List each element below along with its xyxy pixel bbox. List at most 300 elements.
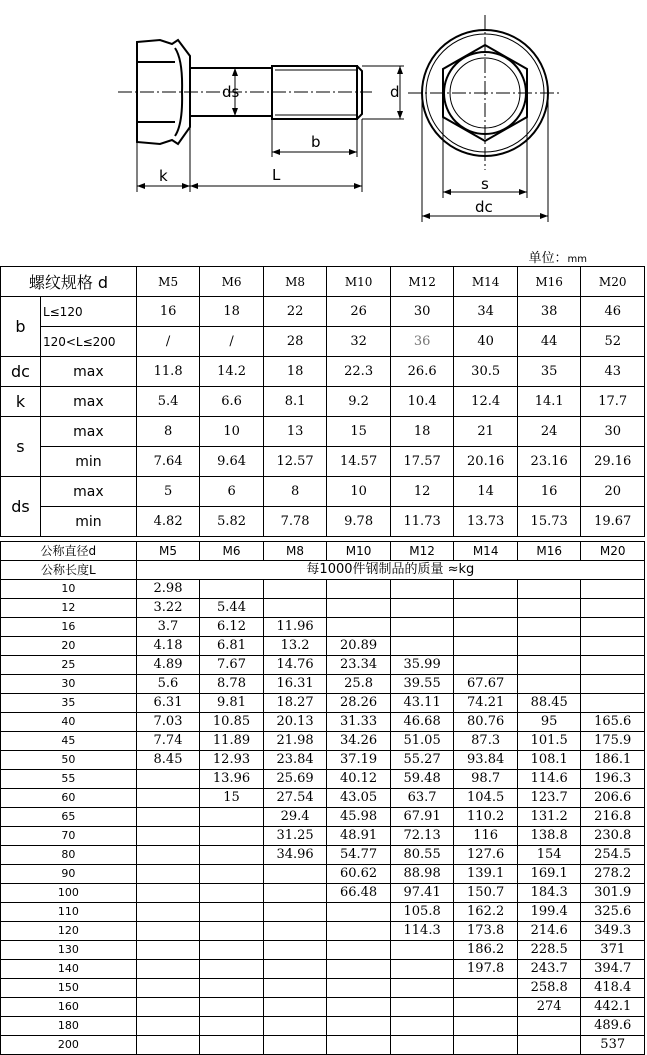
- mass-cell: 40.12: [327, 770, 391, 789]
- mass-cell: [200, 922, 264, 941]
- mass-cell: [581, 599, 645, 618]
- mass-cell: 139.1: [454, 865, 518, 884]
- mass-cell: [263, 1017, 327, 1036]
- length-cell: 100: [1, 884, 137, 903]
- length-cell: 30: [1, 675, 137, 694]
- mass-cell: 108.1: [517, 751, 581, 770]
- mass-cell: 97.41: [390, 884, 454, 903]
- b-value: /: [200, 327, 263, 357]
- mass-row: [1, 884, 645, 903]
- mass-cell: [200, 941, 264, 960]
- mass-header-row: [1, 542, 645, 561]
- mass-cell: 254.5: [581, 846, 645, 865]
- mass-cell: 2.98: [136, 580, 200, 599]
- mass-cell: [263, 884, 327, 903]
- mass-cell: [263, 998, 327, 1017]
- length-cell: 70: [1, 827, 137, 846]
- ds-value: 11.73: [390, 507, 454, 537]
- ds-value: 10: [327, 477, 391, 507]
- mass-cell: 8.45: [136, 751, 200, 770]
- dim-label-s: s: [481, 175, 489, 193]
- mass-cell: 59.48: [390, 770, 454, 789]
- mass-cell: [136, 979, 200, 998]
- mass-cell: 63.7: [390, 789, 454, 808]
- mass-cell: 418.4: [581, 979, 645, 998]
- mass-caption-row: [1, 561, 645, 580]
- mass-cell: [200, 827, 264, 846]
- length-cell: 120: [1, 922, 137, 941]
- mass-cell: [263, 599, 327, 618]
- ds-value: 6: [200, 477, 263, 507]
- mass-cell: [327, 1017, 391, 1036]
- mass-cell: [390, 960, 454, 979]
- mass-cell: 199.4: [517, 903, 581, 922]
- mass-cell: 7.03: [136, 713, 200, 732]
- s-sub-label: max: [40, 417, 136, 447]
- mass-cell: 93.84: [454, 751, 518, 770]
- mass-cell: 28.26: [327, 694, 391, 713]
- mass-row: [1, 846, 645, 865]
- mass-cell: 11.96: [263, 618, 327, 637]
- dc-value: 43: [581, 357, 645, 387]
- length-cell: 60: [1, 789, 137, 808]
- mass-cell: 31.25: [263, 827, 327, 846]
- mass-cell: [390, 1017, 454, 1036]
- mass-cell: [136, 884, 200, 903]
- dim-label-d: d: [390, 83, 400, 101]
- dim-label-b: b: [311, 133, 321, 151]
- mass-cell: 186.2: [454, 941, 518, 960]
- mass-cell: [327, 979, 391, 998]
- mass-cell: [517, 580, 581, 599]
- mass-cell: [517, 618, 581, 637]
- mass-cell: 371: [581, 941, 645, 960]
- mass-cell: [390, 998, 454, 1017]
- k-value: 6.6: [200, 387, 263, 417]
- s-value: 7.64: [136, 447, 199, 477]
- b-value: 44: [517, 327, 581, 357]
- size-header: M12: [390, 542, 454, 561]
- ds-value: 4.82: [136, 507, 199, 537]
- mass-cell: 394.7: [581, 960, 645, 979]
- mass-cell: 88.45: [517, 694, 581, 713]
- mass-row: [1, 694, 645, 713]
- mass-cell: [517, 637, 581, 656]
- mass-cell: [200, 580, 264, 599]
- ds-value: 19.67: [581, 507, 645, 537]
- mass-cell: [136, 922, 200, 941]
- mass-cell: [517, 1036, 581, 1055]
- mass-cell: 127.6: [454, 846, 518, 865]
- mass-cell: 13.2: [263, 637, 327, 656]
- size-header: M10: [327, 542, 391, 561]
- size-header: M14: [454, 542, 518, 561]
- s-value: 15: [327, 417, 391, 447]
- b-value: /: [136, 327, 199, 357]
- mass-cell: 325.6: [581, 903, 645, 922]
- size-header: M5: [136, 267, 199, 297]
- mass-row: [1, 960, 645, 979]
- s-value: 13: [263, 417, 327, 447]
- mass-cell: 46.68: [390, 713, 454, 732]
- dc-value: 11.8: [136, 357, 199, 387]
- mass-cell: 60.62: [327, 865, 391, 884]
- mass-cell: 196.3: [581, 770, 645, 789]
- mass-cell: 11.89: [200, 732, 264, 751]
- mass-cell: 114.6: [517, 770, 581, 789]
- mass-cell: [200, 884, 264, 903]
- length-cell: 90: [1, 865, 137, 884]
- mass-cell: 274: [517, 998, 581, 1017]
- mass-cell: [136, 789, 200, 808]
- mass-cell: 23.84: [263, 751, 327, 770]
- length-cell: 110: [1, 903, 137, 922]
- b-value: 26: [327, 297, 391, 327]
- length-cell: 200: [1, 1036, 137, 1055]
- mass-cell: [200, 960, 264, 979]
- size-header: M10: [327, 267, 391, 297]
- length-cell: 160: [1, 998, 137, 1017]
- mass-cell: 114.3: [390, 922, 454, 941]
- length-cell: 10: [1, 580, 137, 599]
- mass-cell: 72.13: [390, 827, 454, 846]
- mass-cell: 80.55: [390, 846, 454, 865]
- length-cell: 150: [1, 979, 137, 998]
- b-value: 16: [136, 297, 199, 327]
- ds-value: 12: [390, 477, 454, 507]
- mass-cell: 25.69: [263, 770, 327, 789]
- k-value: 12.4: [454, 387, 518, 417]
- dc-value: 18: [263, 357, 327, 387]
- ds-row-min: [1, 507, 645, 537]
- dc-sub-label: max: [40, 357, 136, 387]
- length-cell: 65: [1, 808, 137, 827]
- mass-cell: 169.1: [517, 865, 581, 884]
- mass-cell: 4.89: [136, 656, 200, 675]
- mass-cell: 162.2: [454, 903, 518, 922]
- mass-cell: [136, 941, 200, 960]
- dc-value: 35: [517, 357, 581, 387]
- k-value: 8.1: [263, 387, 327, 417]
- mass-row: [1, 580, 645, 599]
- k-label: k: [1, 387, 41, 417]
- mass-cell: 25.8: [327, 675, 391, 694]
- length-cell: 140: [1, 960, 137, 979]
- dim-label-ds: ds: [222, 83, 240, 101]
- mass-cell: 150.7: [454, 884, 518, 903]
- mass-cell: [454, 1036, 518, 1055]
- mass-cell: 165.6: [581, 713, 645, 732]
- mass-cell: [517, 656, 581, 675]
- mass-cell: 74.21: [454, 694, 518, 713]
- mass-cell: [327, 599, 391, 618]
- mass-cell: [136, 1017, 200, 1036]
- length-cell: 12: [1, 599, 137, 618]
- k-value: 5.4: [136, 387, 199, 417]
- mass-cell: 3.22: [136, 599, 200, 618]
- mass-cell: 6.31: [136, 694, 200, 713]
- mass-cell: 184.3: [517, 884, 581, 903]
- mass-cell: 21.98: [263, 732, 327, 751]
- mass-cell: 5.6: [136, 675, 200, 694]
- mass-cell: 349.3: [581, 922, 645, 941]
- mass-cell: 4.18: [136, 637, 200, 656]
- mass-cell: 98.7: [454, 770, 518, 789]
- mass-row: [1, 827, 645, 846]
- ds-value: 14: [454, 477, 518, 507]
- mass-cell: [136, 960, 200, 979]
- mass-cell: [390, 637, 454, 656]
- mass-cell: [200, 1017, 264, 1036]
- mass-cell: 14.76: [263, 656, 327, 675]
- ds-sub-label: max: [40, 477, 136, 507]
- mass-cell: 35.99: [390, 656, 454, 675]
- dim-label-dc: dc: [475, 198, 493, 216]
- ds-value: 13.73: [454, 507, 518, 537]
- mass-cell: [581, 580, 645, 599]
- length-cell: 35: [1, 694, 137, 713]
- b-value: 46: [581, 297, 645, 327]
- mass-row: [1, 941, 645, 960]
- s-value: 21: [454, 417, 518, 447]
- mass-cell: 95: [517, 713, 581, 732]
- mass-cell: 34.26: [327, 732, 391, 751]
- size-header: M8: [263, 267, 327, 297]
- mass-cell: [136, 1036, 200, 1055]
- mass-cell: [390, 599, 454, 618]
- mass-cell: 105.8: [390, 903, 454, 922]
- k-row: [1, 387, 645, 417]
- ds-value: 5: [136, 477, 199, 507]
- mass-row: [1, 618, 645, 637]
- mass-row: [1, 903, 645, 922]
- mass-cell: [136, 998, 200, 1017]
- s-value: 10: [200, 417, 263, 447]
- mass-cell: 154: [517, 846, 581, 865]
- ds-value: 16: [517, 477, 581, 507]
- mass-cell: 228.5: [517, 941, 581, 960]
- mass-cell: 43.05: [327, 789, 391, 808]
- mass-cell: [327, 580, 391, 599]
- spec-header-row: [1, 267, 645, 297]
- mass-row: [1, 675, 645, 694]
- mass-cell: 186.1: [581, 751, 645, 770]
- size-header: M6: [200, 542, 264, 561]
- mass-cell: 230.8: [581, 827, 645, 846]
- mass-cell: 243.7: [517, 960, 581, 979]
- mass-cell: 197.8: [454, 960, 518, 979]
- mass-cell: [517, 675, 581, 694]
- mass-cell: 88.98: [390, 865, 454, 884]
- mass-cell: [581, 618, 645, 637]
- b-value: 52: [581, 327, 645, 357]
- s-value: 23.16: [517, 447, 581, 477]
- mass-cell: 16.31: [263, 675, 327, 694]
- k-value: 10.4: [390, 387, 454, 417]
- size-header: M14: [454, 267, 518, 297]
- s-value: 20.16: [454, 447, 518, 477]
- mass-cell: 442.1: [581, 998, 645, 1017]
- length-cell: 130: [1, 941, 137, 960]
- dc-value: 22.3: [327, 357, 391, 387]
- mass-cell: [136, 827, 200, 846]
- mass-cell: 10.85: [200, 713, 264, 732]
- mass-cell: 131.2: [517, 808, 581, 827]
- s-value: 29.16: [581, 447, 645, 477]
- ds-value: 15.73: [517, 507, 581, 537]
- mass-cell: [200, 846, 264, 865]
- dc-label: dc: [1, 357, 41, 387]
- mass-cell: [327, 941, 391, 960]
- s-value: 8: [136, 417, 199, 447]
- mass-cell: 138.8: [517, 827, 581, 846]
- mass-cell: [327, 903, 391, 922]
- length-cell: 55: [1, 770, 137, 789]
- mass-cell: [327, 998, 391, 1017]
- length-cell: 25: [1, 656, 137, 675]
- mass-row: [1, 1036, 645, 1055]
- k-sub-label: max: [40, 387, 136, 417]
- b-row-2: [1, 327, 645, 357]
- mass-cell: [327, 960, 391, 979]
- mass-cell: 87.3: [454, 732, 518, 751]
- mass-cell: [263, 922, 327, 941]
- mass-cell: 31.33: [327, 713, 391, 732]
- mass-table: [0, 541, 645, 1055]
- mass-caption: 每1000件钢制品的质量 ≈kg: [136, 561, 644, 580]
- mass-cell: [136, 903, 200, 922]
- mass-cell: 23.34: [327, 656, 391, 675]
- mass-cell: [454, 979, 518, 998]
- mass-row: [1, 732, 645, 751]
- mass-cell: 6.81: [200, 637, 264, 656]
- size-header: M16: [517, 542, 581, 561]
- ds-value: 5.82: [200, 507, 263, 537]
- mass-cell: [263, 580, 327, 599]
- size-header: M20: [581, 542, 645, 561]
- mass-cell: [581, 656, 645, 675]
- mass-cell: 20.89: [327, 637, 391, 656]
- mass-cell: [517, 1017, 581, 1036]
- mass-cell: [454, 637, 518, 656]
- b-sub-label: L≤120: [40, 297, 136, 327]
- mass-cell: 67.91: [390, 808, 454, 827]
- mass-cell: [200, 903, 264, 922]
- mass-cell: [454, 618, 518, 637]
- b-value: 30: [390, 297, 454, 327]
- mass-row: [1, 998, 645, 1017]
- b-value: 38: [517, 297, 581, 327]
- mass-cell: 39.55: [390, 675, 454, 694]
- mass-cell: 80.76: [454, 713, 518, 732]
- mass-cell: 301.9: [581, 884, 645, 903]
- mass-cell: 489.6: [581, 1017, 645, 1036]
- mass-cell: [517, 599, 581, 618]
- b-label: b: [1, 297, 41, 357]
- k-value: 17.7: [581, 387, 645, 417]
- ds-value: 7.78: [263, 507, 327, 537]
- mass-cell: 12.93: [200, 751, 264, 770]
- mass-cell: 51.05: [390, 732, 454, 751]
- k-value: 14.1: [517, 387, 581, 417]
- mass-cell: 9.81: [200, 694, 264, 713]
- mass-cell: [390, 580, 454, 599]
- mass-cell: [200, 1036, 264, 1055]
- s-row-max: [1, 417, 645, 447]
- s-sub-label: min: [40, 447, 136, 477]
- ds-row-max: [1, 477, 645, 507]
- b-value: 22: [263, 297, 327, 327]
- mass-cell: 537: [581, 1036, 645, 1055]
- mass-row: [1, 656, 645, 675]
- mass-cell: 37.19: [327, 751, 391, 770]
- mass-cell: 206.6: [581, 789, 645, 808]
- mass-cell: [263, 865, 327, 884]
- ds-value: 8: [263, 477, 327, 507]
- length-cell: 180: [1, 1017, 137, 1036]
- mass-cell: 27.54: [263, 789, 327, 808]
- mass-cell: [136, 865, 200, 884]
- mass-cell: 15: [200, 789, 264, 808]
- nominal-length-label: 公称长度L: [1, 561, 137, 580]
- mass-cell: [200, 808, 264, 827]
- length-cell: 45: [1, 732, 137, 751]
- mass-cell: 214.6: [517, 922, 581, 941]
- mass-row: [1, 922, 645, 941]
- mass-cell: 101.5: [517, 732, 581, 751]
- mass-cell: 123.7: [517, 789, 581, 808]
- mass-cell: 6.12: [200, 618, 264, 637]
- thread-spec-label: 螺纹规格 d: [1, 267, 137, 297]
- mass-cell: 5.44: [200, 599, 264, 618]
- s-value: 9.64: [200, 447, 263, 477]
- unit-prefix: 单位：: [528, 251, 568, 266]
- mass-cell: 104.5: [454, 789, 518, 808]
- s-label: s: [1, 417, 41, 477]
- mass-row: [1, 789, 645, 808]
- mass-cell: 278.2: [581, 865, 645, 884]
- mass-cell: 110.2: [454, 808, 518, 827]
- mass-cell: [327, 618, 391, 637]
- dc-value: 30.5: [454, 357, 518, 387]
- mass-row: [1, 865, 645, 884]
- mass-cell: 175.9: [581, 732, 645, 751]
- mass-cell: [390, 1036, 454, 1055]
- unit-label: [529, 247, 588, 266]
- mass-cell: [454, 998, 518, 1017]
- mass-cell: [390, 941, 454, 960]
- b-value: 18: [200, 297, 263, 327]
- mass-cell: 7.67: [200, 656, 264, 675]
- b-row-1: [1, 297, 645, 327]
- mass-cell: [327, 922, 391, 941]
- mass-cell: 216.8: [581, 808, 645, 827]
- mass-cell: [454, 599, 518, 618]
- dim-label-L: L: [272, 166, 281, 184]
- b-sub-label: 120<L≤200: [40, 327, 136, 357]
- mass-cell: [263, 979, 327, 998]
- mass-row: [1, 770, 645, 789]
- s-value: 17.57: [390, 447, 454, 477]
- spec-table: [0, 266, 645, 537]
- mass-cell: 20.13: [263, 713, 327, 732]
- length-cell: 80: [1, 846, 137, 865]
- mass-cell: 54.77: [327, 846, 391, 865]
- mass-cell: [263, 903, 327, 922]
- mass-cell: 34.96: [263, 846, 327, 865]
- s-value: 12.57: [263, 447, 327, 477]
- mass-row: [1, 637, 645, 656]
